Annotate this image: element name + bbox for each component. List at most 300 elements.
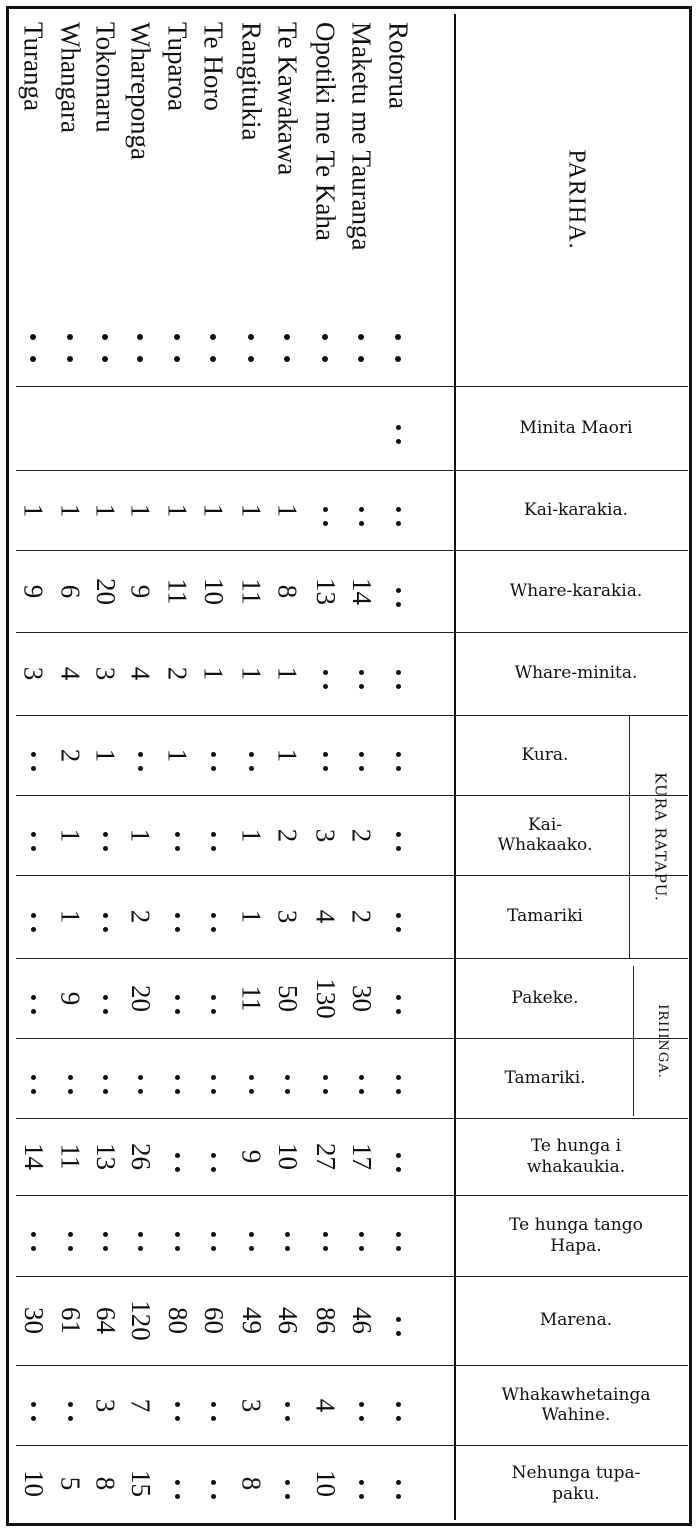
empty-marker <box>359 1232 364 1251</box>
cell-value: 10 <box>272 1143 303 1170</box>
empty-marker <box>396 1317 401 1336</box>
table-cell <box>51 1038 89 1118</box>
table-cell <box>342 795 380 875</box>
table-cell <box>232 1038 270 1118</box>
table-cell <box>121 632 159 715</box>
empty-marker <box>359 752 364 771</box>
table-cell <box>194 1038 232 1118</box>
column-header: Te hunga i whakaukia. <box>526 1136 626 1177</box>
parish-name <box>14 22 52 382</box>
table-cell <box>51 632 89 715</box>
table-cell <box>306 1038 344 1118</box>
cell-value: 1 <box>272 666 303 681</box>
cell-value: 10 <box>198 577 229 605</box>
cell-value: 1 <box>272 503 303 517</box>
parish-name <box>306 22 344 382</box>
empty-marker <box>211 1402 216 1421</box>
table-cell <box>232 470 270 550</box>
table-cell <box>14 632 52 715</box>
empty-marker <box>323 670 328 689</box>
cell-value: 1 <box>125 503 156 517</box>
table-cell <box>158 470 196 550</box>
empty-marker <box>396 670 401 689</box>
cell-value: 61 <box>55 1307 86 1334</box>
group-header-kura-ratapu <box>632 715 690 958</box>
table-cell <box>306 470 344 550</box>
table-cell <box>306 1445 344 1522</box>
cell-value: 1 <box>18 503 49 517</box>
cell-value: 14 <box>346 577 377 605</box>
empty-marker <box>175 995 180 1014</box>
cell-value: 3 <box>272 909 303 924</box>
cell-value: 11 <box>236 985 267 1011</box>
table-cell <box>194 470 232 550</box>
empty-marker <box>211 913 216 932</box>
parish-label: Tokomaru <box>90 22 121 133</box>
parish-name <box>194 22 232 382</box>
table-cell <box>268 1445 306 1522</box>
cell-value: 2 <box>55 748 86 762</box>
cell-value: 7 <box>125 1398 156 1412</box>
column-header: Te hunga tango Hapa. <box>509 1215 643 1256</box>
table-cell <box>14 1276 52 1365</box>
cell-value: 8 <box>236 1476 267 1491</box>
empty-marker <box>359 1075 364 1094</box>
table-cell <box>86 470 124 550</box>
cell-value: 2 <box>162 666 193 681</box>
empty-marker <box>175 1232 180 1251</box>
column-header: Nehunga tupa- paku. <box>511 1463 641 1504</box>
empty-marker <box>396 832 401 851</box>
empty-marker <box>103 995 108 1014</box>
cell-value: 17 <box>346 1143 377 1170</box>
table-cell <box>51 1195 89 1276</box>
column-header: Minita Maori <box>519 417 633 438</box>
empty-marker <box>396 913 401 932</box>
empty-marker <box>31 995 36 1014</box>
table-cell <box>342 470 380 550</box>
table-cell <box>121 1365 159 1445</box>
table-cell <box>86 1038 124 1118</box>
table-cell <box>121 1195 159 1276</box>
table-cell <box>379 715 417 795</box>
parish-label: Opotiki me Te Kaha <box>310 22 341 241</box>
cell-value: 15 <box>125 1470 156 1497</box>
table-cell <box>379 550 417 632</box>
cell-value: 80 <box>162 1307 193 1334</box>
table-cell <box>158 1195 196 1276</box>
cell-value: 3 <box>18 666 49 681</box>
cell-value: 3 <box>90 666 121 681</box>
table-cell <box>51 715 89 795</box>
table-cell <box>306 1365 344 1445</box>
table-cell <box>379 1038 417 1118</box>
cell-value: 10 <box>310 1470 341 1497</box>
table-cell <box>14 715 52 795</box>
empty-marker <box>285 1232 290 1251</box>
empty-marker <box>359 1480 364 1499</box>
cell-value: 2 <box>346 828 377 842</box>
table-cell <box>51 1118 89 1195</box>
empty-marker <box>285 1402 290 1421</box>
table-cell <box>121 795 159 875</box>
empty-marker <box>211 832 216 851</box>
parish-name <box>158 22 196 382</box>
column-header: Kura. <box>521 744 569 765</box>
empty-marker <box>396 1075 401 1094</box>
cell-value: 4 <box>55 666 86 681</box>
table-cell <box>86 1365 124 1445</box>
cell-value: 14 <box>18 1143 49 1170</box>
table-cell <box>158 958 196 1038</box>
empty-marker <box>138 1232 143 1251</box>
column-header: Whakawhetainga Wahine. <box>501 1384 651 1425</box>
cell-value: 49 <box>236 1307 267 1334</box>
table-cell <box>342 715 380 795</box>
empty-marker <box>285 1075 290 1094</box>
table-cell <box>158 1276 196 1365</box>
cell-value: 2 <box>272 828 303 842</box>
table-cell <box>342 1195 380 1276</box>
cell-value: 50 <box>272 984 303 1012</box>
empty-marker <box>211 995 216 1014</box>
parish-label: Te Kawakawa <box>272 22 303 176</box>
empty-marker <box>175 832 180 851</box>
empty-marker <box>103 832 108 851</box>
table-cell <box>379 795 417 875</box>
group-header-iriiringa <box>634 966 690 1116</box>
table-cell <box>86 1276 124 1365</box>
table-cell <box>51 1276 89 1365</box>
group-label: IRIIINGA. <box>654 1003 670 1079</box>
cell-value: 20 <box>125 984 156 1012</box>
column-header: Kai- Whakaako. <box>497 814 593 855</box>
table-cell <box>306 632 344 715</box>
cell-value: 1 <box>55 909 86 924</box>
table-cell <box>51 470 89 550</box>
cell-value: 27 <box>310 1143 341 1170</box>
table-cell <box>194 1118 232 1195</box>
table-cell <box>306 1118 344 1195</box>
table-cell <box>232 1365 270 1445</box>
cell-value: 13 <box>310 577 341 605</box>
table-cell <box>14 1038 52 1118</box>
empty-marker <box>396 425 401 444</box>
empty-marker <box>103 913 108 932</box>
leader-dots <box>395 334 401 362</box>
table-cell <box>194 1195 232 1276</box>
cell-value: 5 <box>55 1476 86 1491</box>
empty-marker <box>323 1232 328 1251</box>
cell-value: 30 <box>18 1307 49 1334</box>
table-cell <box>306 958 344 1038</box>
table-cell <box>194 550 232 632</box>
cell-value: 1 <box>236 666 267 681</box>
table-cell <box>268 1118 306 1195</box>
table-cell <box>51 550 89 632</box>
empty-marker <box>68 1075 73 1094</box>
parish-label: Tuparoa <box>162 22 193 112</box>
table-cell <box>342 1365 380 1445</box>
table-cell <box>306 1276 344 1365</box>
parish-name <box>342 22 380 382</box>
empty-marker <box>211 1232 216 1251</box>
table-cell <box>51 1365 89 1445</box>
table-cell <box>51 875 89 958</box>
cell-value: 9 <box>125 584 156 598</box>
table-cell <box>14 1118 52 1195</box>
cell-value: 1 <box>125 828 156 842</box>
leader-dots <box>174 334 180 362</box>
cell-value: 4 <box>310 909 341 924</box>
table-cell <box>342 1276 380 1365</box>
table-cell <box>121 1276 159 1365</box>
parish-name <box>121 22 159 382</box>
column-header: Whare-karakia. <box>509 580 643 601</box>
table-cell <box>86 875 124 958</box>
table-cell <box>86 550 124 632</box>
cell-value: 4 <box>310 1398 341 1412</box>
table-cell <box>268 1276 306 1365</box>
leader-dots <box>284 334 290 362</box>
cell-value: 3 <box>310 828 341 842</box>
cell-value: 9 <box>236 1149 267 1164</box>
table-cell <box>379 386 417 470</box>
table-cell <box>232 715 270 795</box>
cell-value: 1 <box>236 909 267 924</box>
table-cell <box>158 795 196 875</box>
table-cell <box>121 715 159 795</box>
empty-marker <box>68 1402 73 1421</box>
cell-value: 1 <box>90 503 121 517</box>
empty-marker <box>396 1153 401 1172</box>
cell-value: 11 <box>236 578 267 604</box>
table-cell <box>121 1118 159 1195</box>
cell-value: 2 <box>125 909 156 924</box>
table-cell <box>86 1195 124 1276</box>
table-cell <box>158 875 196 958</box>
column-header: Kai-karakia. <box>524 499 628 520</box>
table-cell <box>232 958 270 1038</box>
cell-value: 11 <box>162 578 193 604</box>
table-cell <box>14 470 52 550</box>
empty-marker <box>396 507 401 526</box>
empty-marker <box>359 1402 364 1421</box>
table-cell <box>14 1195 52 1276</box>
empty-marker <box>31 832 36 851</box>
empty-marker <box>396 1232 401 1251</box>
table-cell <box>121 470 159 550</box>
parish-name <box>268 22 306 382</box>
table-cell <box>379 470 417 550</box>
parish-name <box>86 22 124 382</box>
table-cell <box>232 550 270 632</box>
empty-marker <box>31 752 36 771</box>
cell-value: 1 <box>162 748 193 762</box>
empty-marker <box>175 1075 180 1094</box>
table-cell <box>268 1038 306 1118</box>
cell-value: 20 <box>90 577 121 605</box>
table-cell <box>158 1365 196 1445</box>
table-cell <box>158 715 196 795</box>
leader-dots <box>102 334 108 362</box>
leader-dots <box>358 334 364 362</box>
empty-marker <box>396 588 401 607</box>
table-cell <box>194 795 232 875</box>
cell-value: 130 <box>310 977 341 1019</box>
cell-value: 13 <box>90 1143 121 1170</box>
table-cell <box>121 1038 159 1118</box>
cell-value: 64 <box>90 1307 121 1334</box>
group-label: KURA RATAPU. <box>652 771 670 902</box>
leader-dots <box>322 334 328 362</box>
table-cell <box>158 1118 196 1195</box>
empty-marker <box>175 1480 180 1499</box>
group-divider-kura-ratapu <box>629 715 630 958</box>
table-cell <box>86 1445 124 1522</box>
empty-marker <box>323 752 328 771</box>
cell-value: 1 <box>272 748 303 762</box>
cell-value: 9 <box>18 584 49 598</box>
cell-value: 1 <box>198 666 229 681</box>
column-header: Whare-minita. <box>514 663 638 684</box>
column-header: Pakeke. <box>511 987 579 1008</box>
empty-marker <box>211 1075 216 1094</box>
table-cell <box>194 632 232 715</box>
table-cell <box>194 715 232 795</box>
cell-value: 1 <box>55 503 86 517</box>
cell-value: 9 <box>55 991 86 1005</box>
table-cell <box>306 875 344 958</box>
empty-marker <box>249 752 254 771</box>
empty-marker <box>211 1480 216 1499</box>
table-cell <box>14 1445 52 1522</box>
cell-value: 1 <box>198 503 229 517</box>
cell-value: 3 <box>236 1398 267 1412</box>
cell-value: 3 <box>90 1398 121 1412</box>
table-cell <box>121 958 159 1038</box>
table-cell <box>306 550 344 632</box>
header-column-divider <box>454 14 456 1520</box>
empty-marker <box>211 752 216 771</box>
empty-marker <box>175 913 180 932</box>
table-cell <box>268 550 306 632</box>
table-cell <box>86 715 124 795</box>
cell-value: 1 <box>55 828 86 842</box>
cell-value: 1 <box>236 503 267 517</box>
pariha-header: PARIHA. <box>563 148 590 250</box>
parish-name <box>232 22 270 382</box>
table-cell <box>14 550 52 632</box>
empty-marker <box>103 1232 108 1251</box>
parish-label: Rangitukia <box>236 22 267 141</box>
table-cell <box>14 875 52 958</box>
empty-marker <box>359 670 364 689</box>
table-cell <box>306 795 344 875</box>
table-cell <box>86 795 124 875</box>
empty-marker <box>68 1232 73 1251</box>
empty-marker <box>31 1075 36 1094</box>
table-cell <box>194 958 232 1038</box>
parish-label: Maketu me Tauranga <box>346 22 377 251</box>
table-cell <box>194 1365 232 1445</box>
empty-marker <box>138 1075 143 1094</box>
empty-marker <box>359 507 364 526</box>
table-cell <box>232 875 270 958</box>
column-header: Marena. <box>539 1310 613 1331</box>
table-cell <box>14 1365 52 1445</box>
table-cell <box>121 1445 159 1522</box>
parish-label: Wharepong​a <box>125 22 156 160</box>
table-cell <box>232 1276 270 1365</box>
cell-value: 1 <box>90 748 121 762</box>
table-cell <box>232 1195 270 1276</box>
table-cell <box>342 550 380 632</box>
cell-value: 1 <box>162 503 193 517</box>
table-cell <box>232 1118 270 1195</box>
table-cell <box>379 1365 417 1445</box>
empty-marker <box>211 1153 216 1172</box>
table-cell <box>232 1445 270 1522</box>
cell-value: 86 <box>310 1307 341 1334</box>
empty-marker <box>323 507 328 526</box>
empty-marker <box>175 1402 180 1421</box>
table-cell <box>158 1038 196 1118</box>
column-header: Tamariki. <box>504 1067 586 1088</box>
empty-marker <box>138 752 143 771</box>
table-cell <box>268 1195 306 1276</box>
empty-marker <box>31 913 36 932</box>
table-cell <box>51 958 89 1038</box>
table-cell <box>379 1445 417 1522</box>
empty-marker <box>396 995 401 1014</box>
table-cell <box>86 632 124 715</box>
table-cell <box>194 1276 232 1365</box>
empty-marker <box>249 1075 254 1094</box>
parish-label: Turanga <box>18 22 49 112</box>
cell-value: 26 <box>125 1143 156 1170</box>
table-cell <box>342 1445 380 1522</box>
table-cell <box>342 1118 380 1195</box>
empty-marker <box>396 1480 401 1499</box>
leader-dots <box>248 334 254 362</box>
parish-name <box>51 22 89 382</box>
cell-value: 11 <box>55 1143 86 1170</box>
empty-marker <box>103 1075 108 1094</box>
cell-value: 4 <box>125 666 156 681</box>
table-cell <box>121 550 159 632</box>
empty-marker <box>285 1480 290 1499</box>
empty-marker <box>31 1402 36 1421</box>
table-cell <box>14 958 52 1038</box>
table-cell <box>306 1195 344 1276</box>
parish-label: Whangara <box>55 22 86 133</box>
empty-marker <box>396 752 401 771</box>
table-cell <box>121 875 159 958</box>
table-cell <box>232 795 270 875</box>
cell-value: 8 <box>272 584 303 598</box>
table-cell <box>232 632 270 715</box>
cell-value: 8 <box>90 1476 121 1491</box>
table-cell <box>379 1195 417 1276</box>
table-cell <box>342 875 380 958</box>
cell-value: 10 <box>18 1470 49 1497</box>
table-cell <box>51 1445 89 1522</box>
cell-value: 2 <box>346 909 377 924</box>
leader-dots <box>210 334 216 362</box>
table-cell <box>86 958 124 1038</box>
column-header: Tamariki <box>507 906 583 927</box>
